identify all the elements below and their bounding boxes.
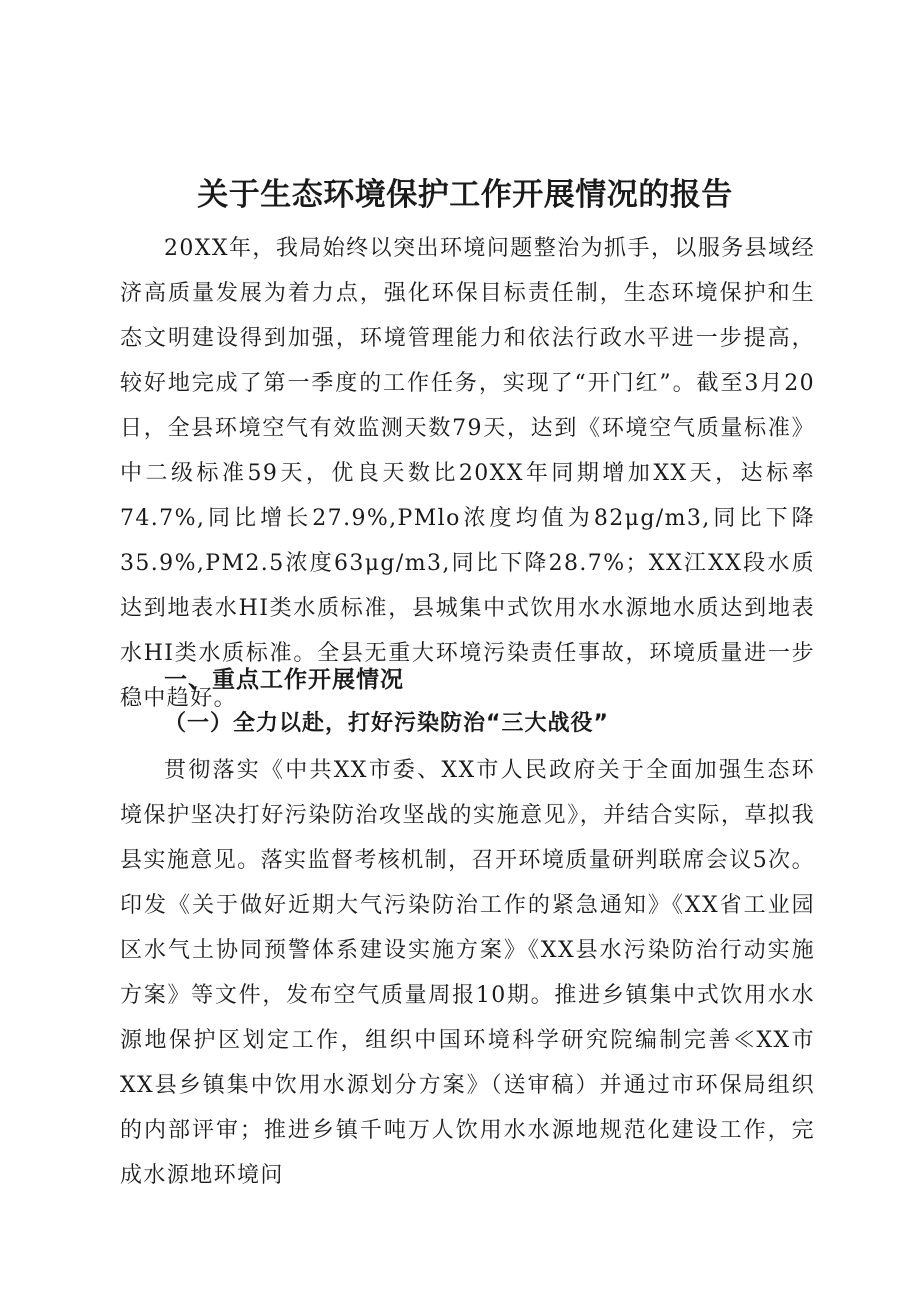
body-paragraph: 贯彻落实《中共XX市委、XX市人民政府关于全面加强生态环境保护坚决打好污染防治攻坚战的实施意见》，并结合实际，草拟我县实施意见。落实监督考核机制，召开环境质量研判联席会议5次。印发《关于做好近期大气污染防治工作的紧急通知》《XX省工业园区水气土协同预警体系建设实施方案》《XX县水污染防治行动实施方案》等文件，发布空气质量周报10期。推进乡镇集中式饮用水水源地保护区划定工作，组织中国环境科学研究院编制完善≪XX市XX县乡镇集中饮用水源划分方案》（送审稿）并通过市环保局组织的内部评审；推进乡镇千吨万人饮用水水源地规范化建设工作，完成水源地环境问 — [120, 758, 815, 1188]
intro-paragraph: 20XX年，我局始终以突出环境问题整治为抓手，以服务县域经济高质量发展为着力点，强化环保目标责任制，生态环境保护和生态文明建设得到加强，环境管理能力和依法行政水平进一步提高，较好地完成了第一季度的工作任务，实现了“开门红”。截至3月20日，全县环境空气有效监测天数79天，达到《环境空气质量标准》中二级标准59天，优良天数比20XX年同期增加XX天，达标率74.7%,同比增长27.9%,PMlo浓度均值为82μg/m3,同比下降35.9%,PM2.5浓度63μg/m3,同比下降28.7%；XX江XX段水质达到地表水HI类水质标准，县城集中式饮用水水源地水质达到地表水HI类水质标准。全县无重大环境污染责任事故，环境质量进一步稳中趋好。 — [120, 236, 815, 711]
subsection-heading: （一）全力以赴，打好污染防治“三大战役” — [164, 711, 609, 736]
section-heading: 一、重点工作开展情况 — [164, 667, 404, 693]
document-title: 关于生态环境保护工作开展情况的报告 — [197, 177, 733, 213]
